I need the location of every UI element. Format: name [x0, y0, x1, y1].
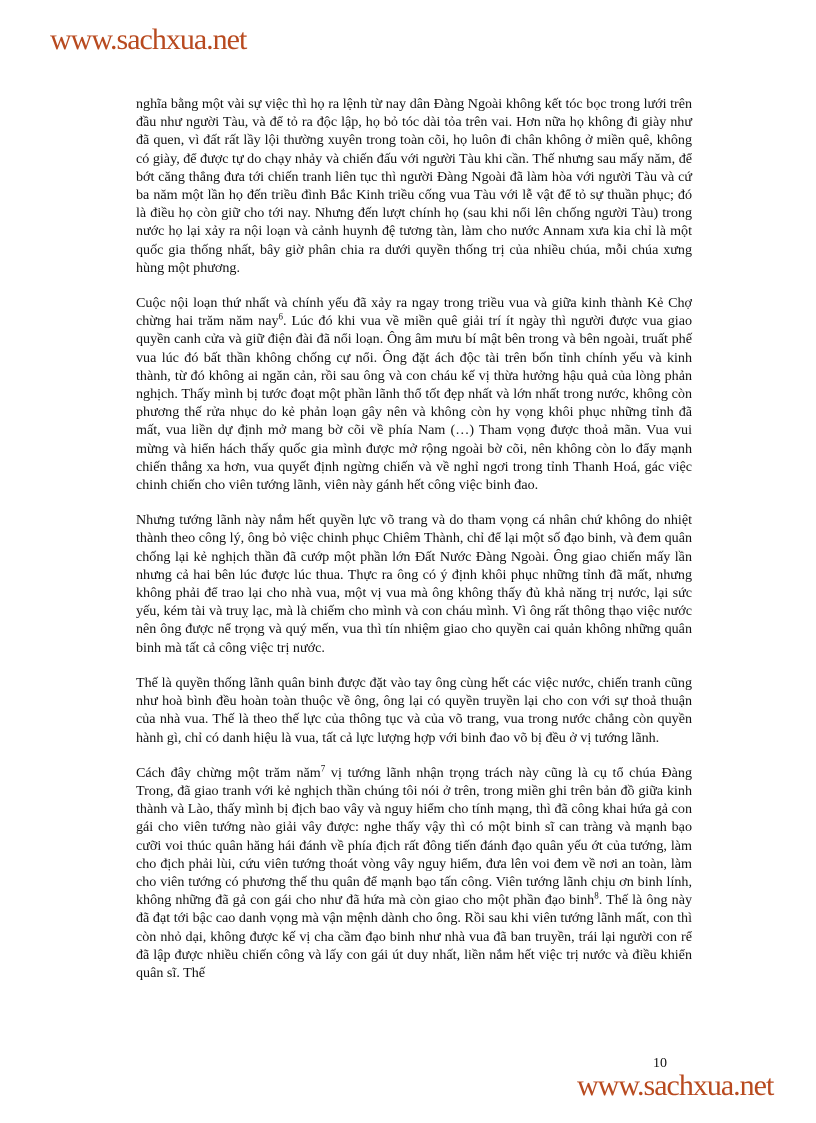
watermark-bottom: www.sachxua.net [577, 1069, 774, 1102]
footnote-marker[interactable]: 6 [278, 311, 284, 322]
body-paragraph [136, 764, 692, 982]
page-body [136, 95, 692, 999]
page-number: 10 [653, 1056, 667, 1071]
paragraph-text: Nhưng tướng lãnh này nắm hết quyền lực võ trang và do tham vọng cá nhân chứ không do nhiệt thành theo công lý, ông bỏ việc chinh phục Chiêm Thành, chỉ để lại một số đạo binh, và đem quân chống lại kẻ nghịch thần đã cướp một phần lớn Đất Nước Đàng Ngoài. Ông giao chiến mấy lần nhưng cả hai bên lúc được lúc thua. Thực ra ông có ý định khôi phục những tỉnh đã mất, nhưng không phải để trao lại cho nhà vua, một vị vua mà ông không thấy đủ khả năng trị nước, lại sức yếu, kém tài và truỵ lạc, mà là chiếm cho mình và con cháu mình. Vì ông rất thông thạo việc nước nên ông được nể trọng và quý mến, vua thì tín nhiệm giao cho quyền cai quản không những quân binh mà tất cả công việc trị nước. [136, 512, 692, 656]
footnote-marker[interactable]: 7 [320, 763, 326, 774]
paragraph-text: Cách đây chừng một trăm năm [136, 764, 321, 781]
paragraph-text: nghĩa bằng một vài sự việc thì họ ra lệnh từ nay dân Đàng Ngoài không kết tóc bọc trong lưới trên đầu như người Tàu, và để tỏ ra độc lập, họ bỏ tóc dài tỏa trên vai. Hơn nữa họ không đi giày như đã quen, vì đất rất lầy lội thường xuyên trong toàn cõi, họ luôn đi chân không ở miền quê, không có giày, để được tự do chạy nhảy và chiến đấu với người Tàu khi cần. Thế nhưng sau mấy năm, để bớt căng thẳng đưa tới chiến tranh liên tục thì người Đàng Ngoài đã làm hòa với người Tàu và cứ ba năm một lần họ đến triều đình Bắc Kinh triều cống vua Tàu với lễ vật để tỏ sự thuần phục; đó là điều họ còn giữ cho tới nay. Nhưng đến lượt chính họ (sau khi nổi lên chống người Tàu) trong nước họ lại xảy ra nội loạn và cảnh huynh đệ tương tàn, làm cho nước Annam xưa kia chỉ là một quốc gia thống nhất, bây giờ phân chia ra dưới quyền thống trị của nhiều chúa, mỗi chúa xưng hùng một phương. [136, 96, 692, 276]
watermark-top: www.sachxua.net [50, 23, 247, 56]
body-paragraph [136, 511, 692, 657]
paragraph-text: Cuộc nội loạn thứ nhất và chính yếu đã xảy ra ngay trong triều vua và giữa kinh thành Kẻ Chợ chừng hai trăm năm nay [136, 295, 692, 330]
paragraph-text: . Lúc đó khi vua về miền quê giải trí ít ngày thì người được vua giao quyền canh cửa và giữ điện đài đã nổi loạn. Ông âm mưu bí mật bên trong và bên ngoài, truất phế vua lúc đó bất thần không chống cự nổi. Ông đặt ách độc tài trên bốn tỉnh chính yếu và kinh thành, từ đó không ai ngăn cản, rồi sau ông và con cháu kế vị thừa hưởng hậu quả của lòng phản nghịch. Thấy mình bị tước đoạt một phần lãnh thổ tốt đẹp nhất và lớn nhất trong nước, không còn phương thế rửa nhục do kẻ phản loạn gây nên và không còn hy vọng khôi phục những tỉnh đã mất, vua liền dự định mở mang bờ cõi về phía Nam (…) Tham vọng được thoả mãn. Vua vui mừng và hiển hách thấy quốc gia mình được mở rộng ngoài bờ cõi, nên không còn lo đẩy mạnh chiến thắng xa hơn, vua quyết định ngừng chiến và về nghỉ ngơi trong tỉnh Thanh Hoá, gác việc chinh chiến cho viên tướng lãnh, viên này gánh hết công việc binh đao. [136, 313, 693, 494]
paragraph-text: . Thế là ông này đã đạt tới bậc cao danh vọng mà vận mệnh dành cho ông. Rồi sau khi viên tướng lãnh mất, con thì còn nhỏ dại, không được kế vị cha cầm đạo binh như nhà vua đã ban truyền, trái lại người con rể đã lập được nhiều chiến công và lấy con gái út duy nhất, liền nắm hết việc trị nước và điều khiển quân sĩ. Thế [136, 892, 692, 981]
body-paragraph [136, 95, 692, 277]
paragraph-text: vị tướng lãnh nhận trọng trách này cũng là cụ tổ chúa Đàng Trong, đã giao tranh với kẻ nghịch thần chúng tôi nói ở trên, trong miền ghi trên bản đồ giữa kinh thành và Lào, thấy mình bị địch bao vây và nguy hiểm cho tính mạng, thì đã công khai hứa gả con gái cho viên tướng nào giải vây được: nghe thấy vậy thì có một binh sĩ can tràng và mạnh bạo cưỡi voi thúc quân hăng hái đánh về phía địch rất đông tiến đánh đạo quân yếu ớt của tướng, làm cho địch phải lùi, cứu viên tướng thoát vòng vây nguy hiểm, đưa lên voi đem về nơi an toàn, làm cho viên tướng có phương thế thu quân để mạnh bạo tấn công. Viên tướng lãnh chịu ơn binh lính, không những đã gả con gái cho như đã hứa mà còn giao cho một phần đạo binh [136, 764, 692, 909]
footnote-marker[interactable]: 8 [594, 890, 599, 901]
body-paragraph [136, 674, 692, 747]
paragraph-text: Thế là quyền thống lãnh quân binh được đặt vào tay ông cùng hết các việc nước, chiến tranh cũng như hoà bình đều hoàn toàn thuộc về ông, ông lại có quyền truyền lại cho con với sự thoả thuận của nhà vua. Thế là theo thế lực của thông tục và của võ trang, vua trong nước chẳng còn quyền hành gì, chỉ có danh hiệu là vua, tất cả lực lượng hợp với binh đao võ bị đều ở vị tướng lãnh. [136, 674, 692, 746]
body-paragraph [136, 294, 692, 494]
